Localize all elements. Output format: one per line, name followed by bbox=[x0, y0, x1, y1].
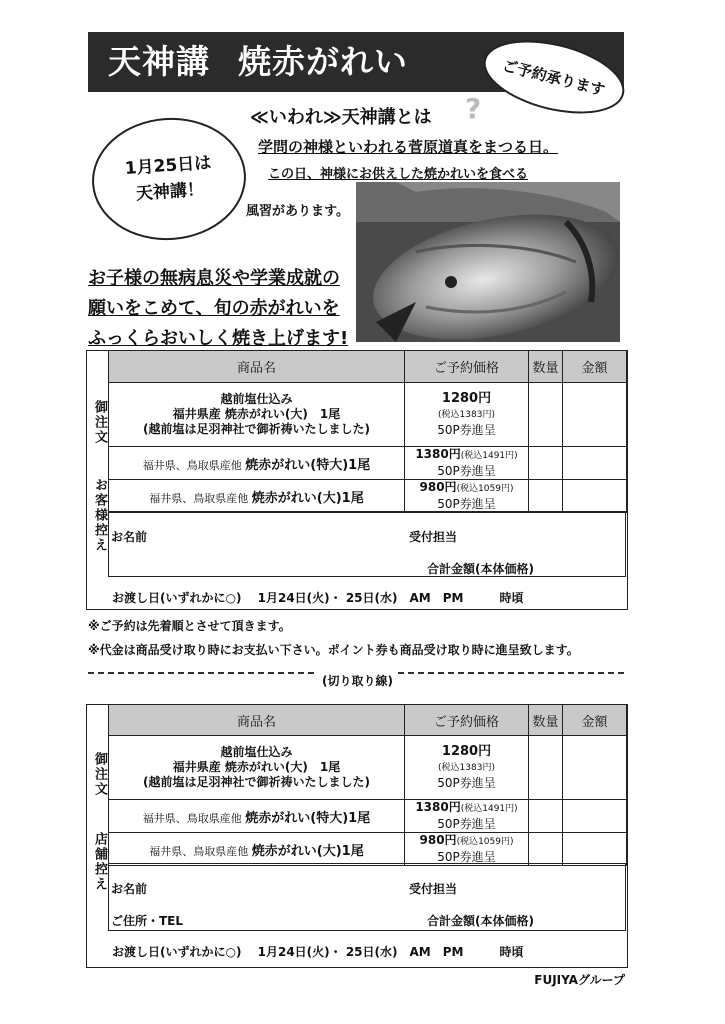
intro-heading: ≪いわれ≫天神講とは bbox=[250, 107, 432, 128]
col-header-price: ご予約価格 bbox=[405, 705, 529, 736]
grilled-fish-photo bbox=[356, 182, 620, 342]
product-cell bbox=[109, 833, 405, 866]
wish-text bbox=[88, 264, 348, 354]
product-origin: 福井県、鳥取県産他 bbox=[149, 844, 249, 858]
tax-price: (税込1491円) bbox=[460, 451, 518, 461]
product-origin: 福井県、鳥取県産他 bbox=[142, 811, 242, 825]
intro-line-3: 風習があります。 bbox=[246, 204, 349, 219]
product-line: (越前塩は足羽神社で御祈祷いたしました) bbox=[143, 422, 370, 436]
date-bubble bbox=[88, 113, 250, 245]
amount-cell[interactable] bbox=[563, 736, 627, 800]
title-product: 焼赤がれい bbox=[238, 42, 408, 81]
delivery-date-field[interactable]: お渡し日(いずれかに○) 1月24日(火)・ 25日(水) AM PM 時頃 bbox=[112, 591, 524, 605]
tax-price: (税込1383円) bbox=[438, 763, 495, 773]
note-first-come: ※ご予約は先着順とさせて頂きます。 bbox=[88, 619, 291, 633]
address-tel-field[interactable]: ご住所・TEL bbox=[111, 914, 184, 928]
col-header-price: ご予約価格 bbox=[405, 351, 529, 383]
tax-price: (税込1383円) bbox=[438, 410, 495, 420]
points: 50P券進呈 bbox=[437, 776, 496, 790]
form1-side-label-bottom: お客様控え bbox=[92, 478, 107, 553]
product-cell bbox=[109, 736, 405, 800]
product-line: 福井県産 焼赤がれい(大) 1尾 bbox=[172, 407, 341, 421]
wish-line-3: ふっくらおいしく焼き上げます! bbox=[88, 328, 349, 349]
price: 1380円 bbox=[415, 447, 461, 461]
delivery-date-field[interactable]: お渡し日(いずれかに○) 1月24日(火)・ 25日(水) AM PM 時頃 bbox=[112, 945, 524, 959]
tax-price: (税込1491円) bbox=[460, 804, 518, 814]
price: 1380円 bbox=[415, 800, 461, 814]
product-name: 焼赤がれい(特大)1尾 bbox=[245, 810, 371, 826]
customer-info-box-1 bbox=[108, 511, 626, 577]
price-cell bbox=[405, 736, 529, 800]
reserve-badge-text: ご予約承ります bbox=[500, 56, 607, 99]
col-header-product: 商品名 bbox=[109, 705, 405, 736]
points: 50P券進呈 bbox=[437, 817, 496, 831]
wish-line-2: 願いをこめて、旬の赤がれいを bbox=[88, 298, 340, 319]
bubble-date: 1月25日は bbox=[124, 153, 212, 180]
product-name: 焼赤がれい(大)1尾 bbox=[251, 490, 364, 506]
qty-cell[interactable] bbox=[529, 800, 563, 833]
product-cell bbox=[109, 383, 405, 447]
wish-line-1: お子様の無病息災や学業成就の bbox=[88, 268, 340, 289]
form2-side-label-bottom: 店舗控え bbox=[92, 832, 107, 892]
customer-name-field[interactable]: お名前 bbox=[111, 882, 148, 896]
tax-price: (税込1059円) bbox=[456, 484, 514, 494]
price: 1280円 bbox=[441, 391, 492, 406]
product-name: 焼赤がれい(大)1尾 bbox=[251, 843, 364, 859]
cut-line-label: (切り取り線) bbox=[318, 672, 397, 689]
col-header-qty: 数量 bbox=[529, 705, 563, 736]
staff-field[interactable]: 受付担当 bbox=[409, 882, 458, 896]
col-header-amount: 金額 bbox=[563, 351, 627, 383]
points: 50P券進呈 bbox=[437, 850, 496, 864]
note-payment: ※代金は商品受け取り時にお支払い下さい。ポイント券も商品受け取り時に進呈致します。 bbox=[88, 643, 579, 657]
staff-field[interactable]: 受付担当 bbox=[409, 530, 458, 544]
product-origin: 福井県、鳥取県産他 bbox=[149, 491, 249, 505]
qty-cell[interactable] bbox=[529, 383, 563, 447]
product-cell bbox=[109, 447, 405, 480]
amount-cell[interactable] bbox=[563, 800, 627, 833]
intro-line-1: 学問の神様といわれる菅原道真をまつる日。 bbox=[258, 138, 559, 156]
table-row bbox=[109, 447, 627, 480]
order-table-2 bbox=[108, 704, 627, 866]
qty-cell[interactable] bbox=[529, 447, 563, 480]
price: 980円 bbox=[419, 833, 457, 847]
product-line: 福井県産 焼赤がれい(大) 1尾 bbox=[172, 760, 341, 774]
price: 1280円 bbox=[441, 744, 492, 759]
customer-info-box-2 bbox=[108, 863, 626, 931]
amount-cell[interactable] bbox=[563, 383, 627, 447]
amount-cell[interactable] bbox=[563, 833, 627, 866]
footer-brand: FUJIYAグループ bbox=[534, 973, 625, 987]
points: 50P券進呈 bbox=[437, 497, 496, 511]
product-line: (越前塩は足羽神社で御祈祷いたしました) bbox=[143, 775, 370, 789]
table-row bbox=[109, 383, 627, 447]
points: 50P券進呈 bbox=[437, 423, 496, 437]
product-line: 越前塩仕込み bbox=[220, 392, 293, 406]
tax-price: (税込1059円) bbox=[456, 837, 514, 847]
product-name: 焼赤がれい(特大)1尾 bbox=[245, 457, 371, 473]
customer-name-field[interactable]: お名前 bbox=[111, 530, 148, 544]
price-cell bbox=[405, 480, 529, 513]
qty-cell[interactable] bbox=[529, 833, 563, 866]
form2-side-label-top: 御注文 bbox=[92, 752, 107, 797]
question-mark-icon: ? bbox=[465, 92, 482, 125]
table-row bbox=[109, 736, 627, 800]
amount-cell[interactable] bbox=[563, 447, 627, 480]
qty-cell[interactable] bbox=[529, 736, 563, 800]
product-line: 越前塩仕込み bbox=[220, 745, 293, 759]
product-origin: 福井県、鳥取県産他 bbox=[142, 458, 242, 472]
price-cell bbox=[405, 800, 529, 833]
total-field[interactable]: 合計金額(本体価格) bbox=[427, 562, 534, 576]
qty-cell[interactable] bbox=[529, 480, 563, 513]
points: 50P券進呈 bbox=[437, 464, 496, 478]
total-field[interactable]: 合計金額(本体価格) bbox=[427, 914, 534, 928]
product-cell bbox=[109, 480, 405, 513]
intro-line-2: この日、神様にお供えした焼かれいを食べる bbox=[268, 167, 529, 182]
table-row bbox=[109, 833, 627, 866]
col-header-product: 商品名 bbox=[109, 351, 405, 383]
col-header-qty: 数量 bbox=[529, 351, 563, 383]
price-cell bbox=[405, 833, 529, 866]
form1-side-label-top: 御注文 bbox=[92, 400, 107, 445]
product-cell bbox=[109, 800, 405, 833]
table-row bbox=[109, 480, 627, 513]
bubble-event: 天神講！ bbox=[135, 179, 205, 205]
price: 980円 bbox=[419, 480, 457, 494]
amount-cell[interactable] bbox=[563, 480, 627, 513]
title-tenjinkou: 天神講 bbox=[108, 42, 210, 81]
order-table-1 bbox=[108, 350, 627, 513]
table-row bbox=[109, 800, 627, 833]
price-cell bbox=[405, 383, 529, 447]
col-header-amount: 金額 bbox=[563, 705, 627, 736]
price-cell bbox=[405, 447, 529, 480]
